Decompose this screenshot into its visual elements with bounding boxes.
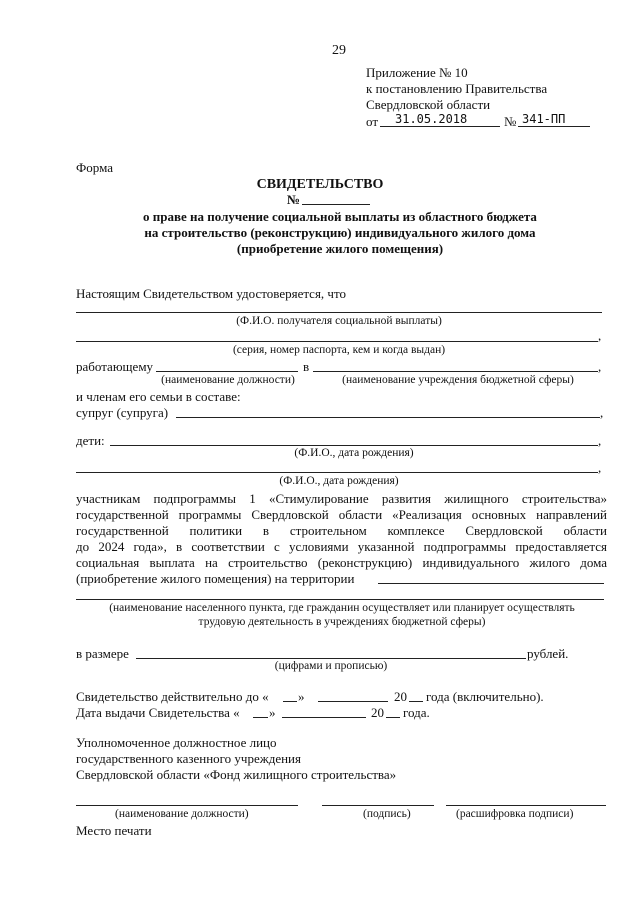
hint-signer-position: (наименование должности) bbox=[115, 808, 249, 820]
appendix-line-2: к постановлению Правительства bbox=[366, 81, 548, 96]
title-line-2: на строительство (реконструкцию) индивидуального жилого дома bbox=[144, 225, 536, 240]
intro-text: Настоящим Свидетельством удостоверяется, что bbox=[76, 286, 346, 301]
date-underline bbox=[380, 126, 500, 127]
program-line: государственной политики в строительном комплексе Свердловской области bbox=[76, 523, 607, 538]
issue-date-year-field[interactable] bbox=[386, 717, 400, 718]
children-label: дети: bbox=[76, 433, 105, 448]
hint-signature: (подпись) bbox=[363, 808, 411, 820]
signer-decryption-field[interactable] bbox=[446, 805, 606, 806]
page-number: 29 bbox=[332, 43, 346, 58]
child-2-field[interactable] bbox=[76, 472, 598, 473]
position-field[interactable] bbox=[156, 371, 298, 372]
valid-until-day-field[interactable] bbox=[283, 701, 297, 702]
signer-position-field[interactable] bbox=[76, 805, 298, 806]
valid-until-label: Свидетельство действительно до « bbox=[76, 689, 269, 704]
recipient-fio-field[interactable] bbox=[76, 312, 602, 313]
number-underline bbox=[518, 126, 590, 127]
authority-line-1: Уполномоченное должностное лицо bbox=[76, 735, 277, 750]
issue-date-mid: » bbox=[269, 705, 276, 720]
issue-date-month-field[interactable] bbox=[282, 717, 366, 718]
program-line: государственной программы Свердловской области «Реализация основных направлений bbox=[76, 507, 607, 522]
signature-field[interactable] bbox=[322, 805, 434, 806]
spouse-label: супруг (супруга) bbox=[76, 405, 169, 420]
valid-until-year-prefix: 20 bbox=[394, 689, 407, 704]
territory-line: (приобретение жилого помещения) на территории bbox=[76, 571, 355, 586]
form-label: Форма bbox=[76, 160, 113, 175]
institution-field[interactable] bbox=[313, 371, 598, 372]
issue-date-label: Дата выдачи Свидетельства « bbox=[76, 705, 240, 720]
hint-amount: (цифрами и прописью) bbox=[274, 660, 388, 672]
document-page: 29 Приложение № 10 к постановлению Правительства Свердловской области от 31.05.2018 № 341-ПП Форма СВИДЕТЕЛЬСТВО № о праве на получение социальной выплаты из областного бюджета на строительство (реконструкцию) индивидуального жилого дома (приобретение жилого помещения) Настоящим Свидетельством удостоверяется, что (Ф.И.О. получателя социальной выплаты) , (серия, номер паспорта, кем и когда выдан) работающему в , (наименование должности) (наименование учреждения бюджетной сферы) и членам его семьи в составе: супруг (супруга) , дети: , (Ф.И.О., дата рождения) , (Ф.И.О., дата рождения) участникам подпрограммы 1 «Стимулирование развития жилищного строительства» государственной программы Свердловской области «Реализация основных направлений государственной политики в строительном комплексе Свердловской области до 2024 года», в соответствии с условиями указанной подпрограммы предоставляется социальная выплата на строительство (реконструкцию) индивидуального жилого дома (приобретение жилого помещения) на территории (наименование населенного пункта, где гражданин осуществляет или планирует осуществлять трудовую деятельность в учреждениях бюджетной сферы) в размере рублей. (цифрами и прописью) Свидетельство действительно до « » 20 года (включительно). Дата выдачи Свидетельства « » 20 года. Уполномоченное должностное лицо государственного казенного учреждения Свердловской области «Фонд жилищного строительства» (наименование должности) (подпись) (расшифровка подписи) Место печати bbox=[0, 0, 640, 905]
title-line-3: (приобретение жилого помещения) bbox=[236, 241, 444, 256]
valid-until-mid: » bbox=[298, 689, 305, 704]
hint-institution: (наименование учреждения бюджетной сферы) bbox=[342, 374, 574, 386]
certificate-number-field[interactable] bbox=[302, 204, 370, 205]
territory-field[interactable] bbox=[378, 583, 604, 584]
stamp-place-label: Место печати bbox=[76, 823, 152, 838]
working-label: работающему bbox=[76, 359, 154, 374]
spouse-field[interactable] bbox=[176, 417, 600, 418]
program-line: до 2024 года», в соответствии с условиями указанной подпрограммы предоставляется bbox=[76, 539, 607, 554]
appendix-line-3: Свердловской области bbox=[366, 97, 491, 112]
certificate-title: СВИДЕТЕЛЬСТВО bbox=[256, 177, 384, 192]
amount-label: в размере bbox=[76, 646, 129, 661]
certificate-number-sign: № bbox=[287, 192, 301, 207]
hint-decryption: (расшифровка подписи) bbox=[456, 808, 574, 820]
valid-until-suffix: года (включительно). bbox=[426, 689, 544, 704]
issue-date-year-prefix: 20 bbox=[371, 705, 384, 720]
program-line: участникам подпрограммы 1 «Стимулирование развития жилищного строительства» bbox=[76, 491, 607, 506]
title-line-1: о праве на получение социальной выплаты из областного бюджета bbox=[143, 209, 537, 224]
program-line: социальная выплата на строительство (реконструкцию) индивидуального жилого дома bbox=[76, 555, 607, 570]
appendix-from-prefix: от bbox=[366, 114, 379, 129]
amount-suffix: рублей. bbox=[527, 646, 569, 661]
authority-line-3: Свердловской области «Фонд жилищного строительства» bbox=[76, 767, 397, 782]
authority-line-2: государственного казенного учреждения bbox=[76, 751, 301, 766]
hint-fio-recipient: (Ф.И.О. получателя социальной выплаты) bbox=[236, 315, 442, 327]
child-1-field[interactable] bbox=[110, 445, 598, 446]
passport-field[interactable] bbox=[76, 341, 598, 342]
in-label: в bbox=[303, 359, 310, 374]
hint-position: (наименование должности) bbox=[161, 374, 295, 386]
appendix-date: 31.05.2018 bbox=[395, 112, 468, 126]
valid-until-year-field[interactable] bbox=[409, 701, 423, 702]
hint-fio-birth-2: (Ф.И.О., дата рождения) bbox=[279, 475, 399, 487]
hint-passport: (серия, номер паспорта, кем и когда выдан) bbox=[232, 344, 446, 356]
settlement-field[interactable] bbox=[76, 599, 604, 600]
appendix-number: 341-ПП bbox=[522, 112, 566, 126]
hint-fio-birth-1: (Ф.И.О., дата рождения) bbox=[294, 447, 414, 459]
hint-settlement-2: трудовую деятельность в учреждениях бюджетной сферы) bbox=[198, 616, 486, 628]
family-intro: и членам его семьи в составе: bbox=[76, 389, 241, 404]
valid-until-month-field[interactable] bbox=[318, 701, 388, 702]
hint-settlement-1: (наименование населенного пункта, где гражданин осуществляет или планирует осуществлять bbox=[109, 602, 575, 614]
issue-date-suffix: года. bbox=[403, 705, 430, 720]
issue-date-day-field[interactable] bbox=[253, 717, 268, 718]
amount-field[interactable] bbox=[136, 658, 526, 659]
appendix-line-1: Приложение № 10 bbox=[366, 65, 468, 80]
appendix-number-prefix: № bbox=[504, 114, 517, 129]
